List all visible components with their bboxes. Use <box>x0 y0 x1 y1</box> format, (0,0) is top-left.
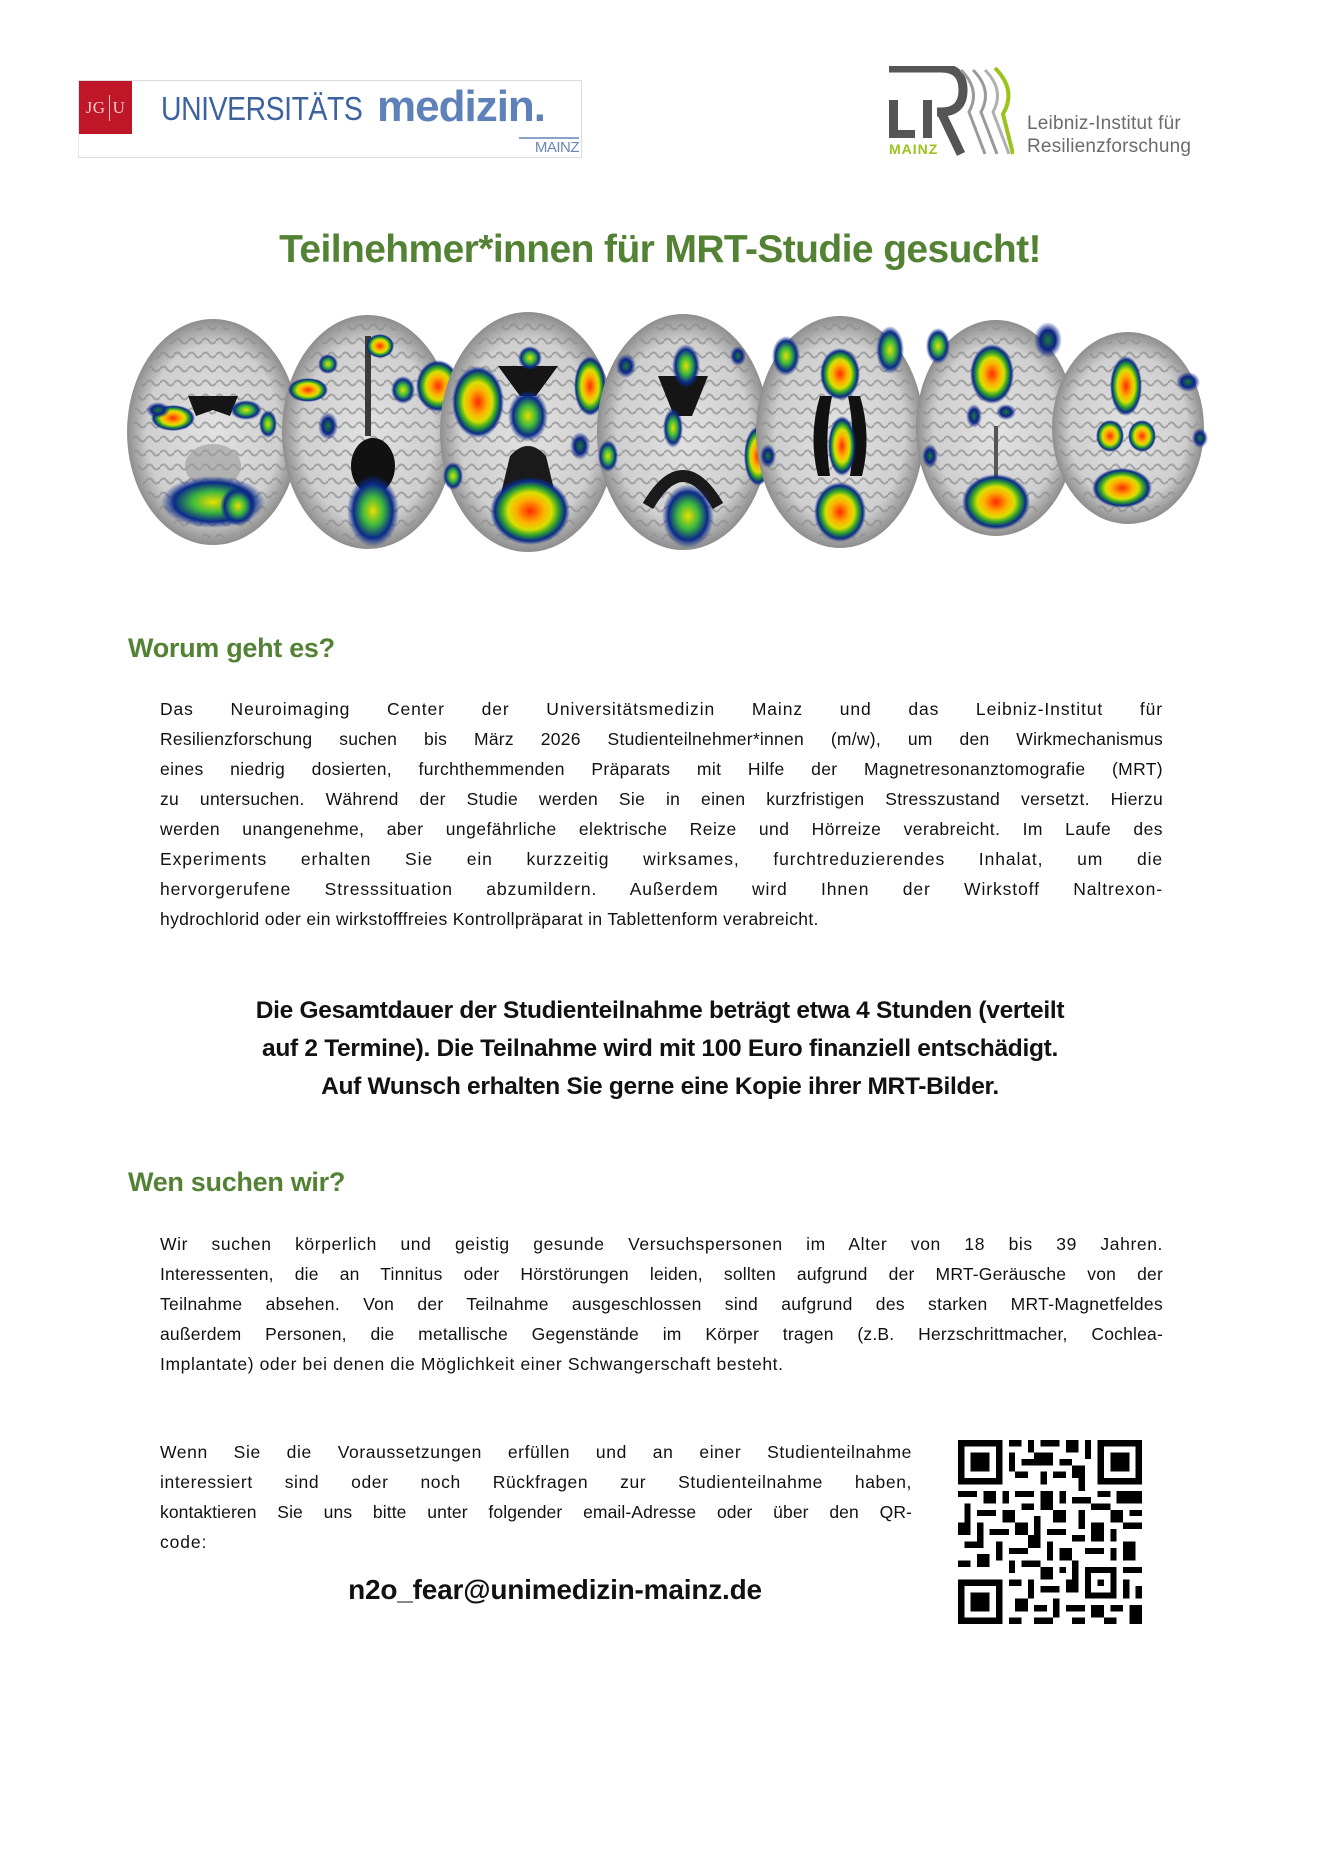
brain-slice-5 <box>756 316 924 548</box>
jgu-badge-text-right: U <box>112 97 126 117</box>
body-line: außerdem Personen, die metallische Gegenstände im Körper tragen (z.B. Herzschrittmacher, Cochlea- <box>160 1324 1163 1344</box>
contact-email-link[interactable]: n2o_fear@unimedizin-mainz.de <box>348 1574 762 1605</box>
body-line: hydrochlorid oder ein wirkstofffreies Kontrollpräparat in Tablettenform verabreicht. <box>160 909 819 929</box>
page-headline: Teilnehmer*innen für MRT-Studie gesucht! <box>279 228 1041 271</box>
highlight-line: Auf Wunsch erhalten Sie gerne eine Kopie ihrer MRT-Bilder. <box>321 1073 999 1100</box>
universitaetsmedizin-wordmark <box>161 82 546 138</box>
lir-mainz-label: MAINZ <box>889 141 939 157</box>
mri-brain-slices-image <box>118 306 1218 558</box>
brain-slice-1 <box>127 319 299 545</box>
universitaetsmedizin-logo <box>78 80 582 158</box>
lir-name-line-2: Resilienzforschung <box>1027 136 1192 157</box>
lir-mark-icon <box>889 66 1014 158</box>
contact-line: interessiert sind oder noch Rückfragen zur Studienteilnahme haben, <box>160 1472 912 1492</box>
body-line: hervorgerufene Stresssituation abzumildern. Außerdem wird Ihnen der Wirkstoff Naltrexon- <box>160 879 1163 899</box>
brain-slice-4 <box>597 314 772 550</box>
brain-slice-7 <box>1052 332 1208 524</box>
body-line: zu untersuchen. Während der Studie werden Sie in einen kurzfristigen Stresszustand versetzt. Hierzu <box>160 789 1163 809</box>
lir-name-line-1: Leibniz-Institut für <box>1027 113 1181 134</box>
logo-mainz-label: MAINZ <box>519 137 579 157</box>
section-heading-what: Worum geht es? <box>128 633 335 663</box>
study-summary-highlight <box>0 992 1320 1106</box>
body-line: eines niedrig dosierten, furchthemmenden Präparats mit Hilfe der Magnetresonanztomografie (MRT) <box>160 759 1163 779</box>
section-heading-who: Wen suchen wir? <box>128 1167 346 1197</box>
brain-slice-2 <box>282 315 460 549</box>
contact-text <box>160 1437 912 1557</box>
highlight-line: auf 2 Termine). Die Teilnahme wird mit 100 Euro finanziell entschädigt. <box>262 1035 1058 1062</box>
section-who-body <box>160 1229 1163 1379</box>
jgu-badge <box>79 81 132 134</box>
body-line: Das Neuroimaging Center der Universitätsmedizin Mainz und das Leibniz-Institut für <box>160 699 1163 719</box>
body-line: Resilienzforschung suchen bis März 2026 Studienteilnehmer*innen (m/w), um den Wirkmechanismus <box>160 729 1163 749</box>
lir-institute-name <box>1027 112 1191 158</box>
brain-slice-3 <box>440 312 616 552</box>
contact-line: Wenn Sie die Voraussetzungen erfüllen und an einer Studienteilnahme <box>160 1442 912 1462</box>
qr-code-icon[interactable] <box>958 1440 1142 1624</box>
lir-logo <box>889 66 1229 158</box>
contact-line: kontaktieren Sie uns bitte unter folgender email-Adresse oder über den QR- <box>160 1502 912 1522</box>
wordmark-light: UNIVERSITÄTS <box>161 90 363 127</box>
wordmark-bold: medizin. <box>377 82 546 131</box>
section-what-body <box>160 694 1163 934</box>
body-line: Interessenten, die an Tinnitus oder Hörstörungen leiden, sollten aufgrund der MRT-Geräusche von der <box>160 1264 1163 1284</box>
jgu-badge-text-left: JG <box>85 97 106 117</box>
contact-line: code: <box>160 1532 208 1552</box>
body-line: Experiments erhalten Sie ein kurzzeitig wirksames, furchtreduzierendes Inhalat, um die <box>160 849 1163 869</box>
highlight-line: Die Gesamtdauer der Studienteilnahme beträgt etwa 4 Stunden (verteilt <box>255 997 1065 1024</box>
body-line: Wir suchen körperlich und geistig gesunde Versuchspersonen im Alter von 18 bis 39 Jahren. <box>160 1234 1163 1254</box>
body-line: Implantate) oder bei denen die Möglichkeit einer Schwangerschaft besteht. <box>160 1354 784 1374</box>
jgu-badge-divider <box>109 95 110 121</box>
body-line: Teilnahme absehen. Von der Teilnahme ausgeschlossen sind aufgrund des starken MRT-Magnetfeldes <box>160 1294 1163 1314</box>
body-line: werden unangenehme, aber ungefährliche elektrische Reize und Hörreize verabreicht. Im Laufe des <box>160 819 1163 839</box>
